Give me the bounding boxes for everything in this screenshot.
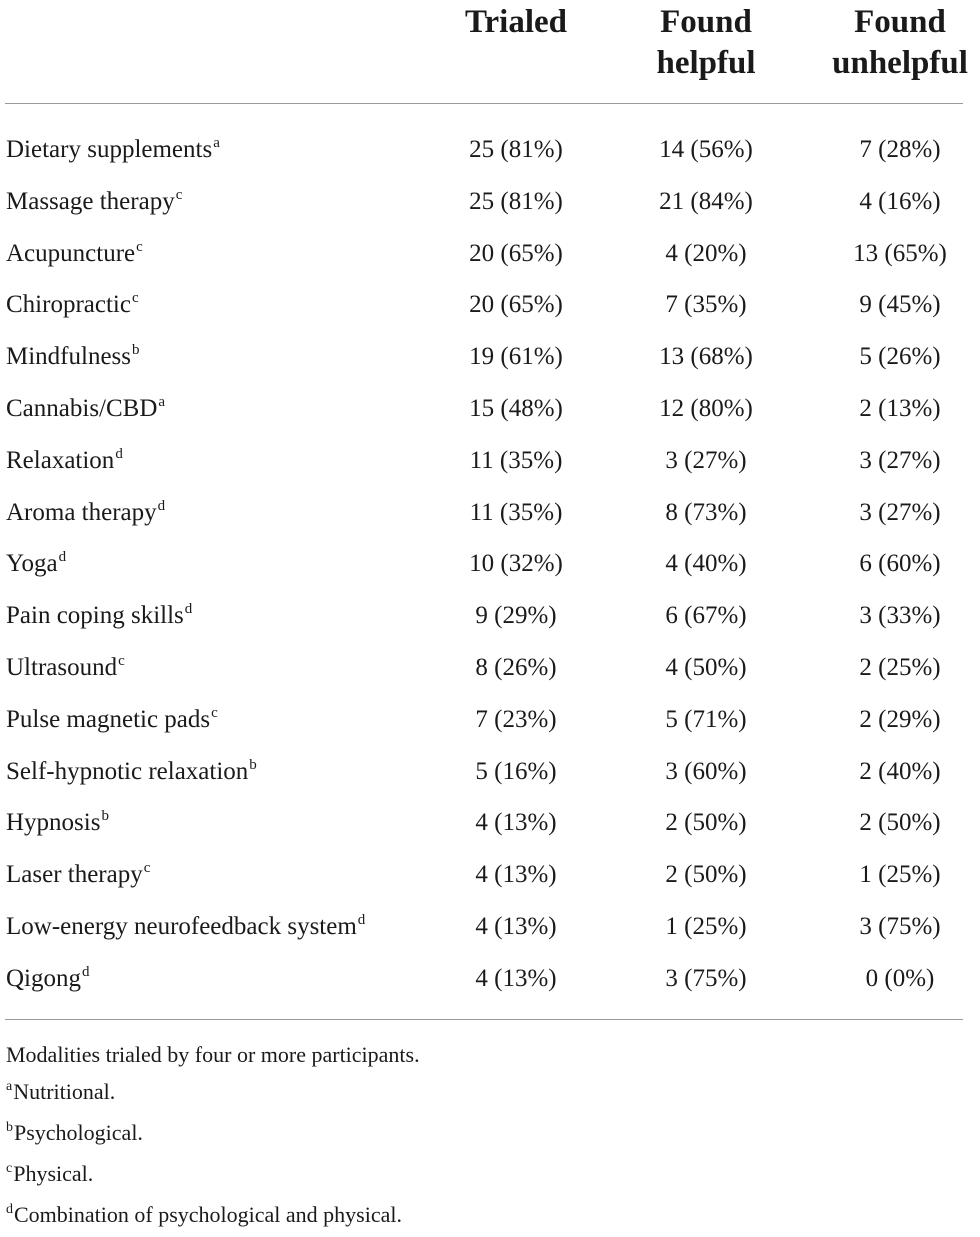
modality-cell: [6, 176, 182, 232]
modality-name: Acupuncture: [6, 239, 136, 267]
found-helpful-cell: 21 (84%): [659, 187, 753, 215]
trialed-cell: 4 (13%): [475, 809, 557, 837]
found-helpful-cell: 2 (50%): [665, 809, 747, 837]
found-helpful-cell: 4 (20%): [665, 239, 747, 267]
footnote-item: [6, 1114, 966, 1155]
found-helpful-cell: 1 (25%): [665, 912, 747, 940]
table-row: [0, 176, 980, 228]
footnote-symbol: c: [6, 1161, 13, 1176]
modality-name: Chiropractic: [6, 291, 131, 319]
trialed-cell: 20 (65%): [469, 239, 563, 267]
found-helpful-cell: 14 (56%): [659, 136, 753, 163]
footnote-marker: d: [58, 549, 67, 566]
modality-cell: [6, 694, 218, 750]
footnote-text: Physical.: [13, 1161, 94, 1186]
found-helpful-cell: 4 (50%): [665, 653, 747, 681]
modality-cell: [6, 590, 192, 646]
modality-cell: [6, 849, 150, 905]
modality-name: Laser therapy: [6, 861, 143, 889]
footnote-marker: b: [249, 756, 257, 773]
footnote-marker: d: [157, 497, 166, 514]
modality-name: Relaxation: [6, 446, 115, 474]
footer-divider: [5, 1019, 963, 1020]
modality-name: Hypnosis: [6, 809, 101, 837]
table-row: [0, 279, 980, 331]
trialed-cell: 5 (16%): [475, 757, 557, 785]
found-helpful-cell: 3 (27%): [665, 446, 747, 474]
footnote-marker: d: [357, 911, 366, 928]
footnote-marker: a: [213, 135, 220, 151]
footnote-item: [6, 1073, 966, 1114]
modality-name: Pulse magnetic pads: [6, 705, 211, 733]
modality-name: Mindfulness: [6, 343, 131, 371]
modality-name: Low-energy neurofeedback system: [6, 912, 357, 940]
modality-name: Dietary supplements: [6, 136, 213, 163]
modality-name: Aroma therapy: [6, 498, 157, 526]
found-unhelpful-cell: 2 (13%): [859, 394, 941, 422]
modality-cell: [6, 279, 139, 335]
found-helpful-cell: 5 (71%): [665, 705, 747, 733]
found-unhelpful-cell: 2 (40%): [859, 757, 941, 785]
trialed-cell: 8 (26%): [475, 653, 557, 681]
modality-cell: [6, 901, 365, 957]
trialed-cell: 4 (13%): [475, 912, 557, 940]
footnote-marker: d: [82, 963, 90, 980]
trialed-cell: 19 (61%): [469, 343, 563, 371]
found-unhelpful-cell: 5 (26%): [859, 343, 941, 371]
table-row: [0, 746, 980, 798]
footnote-text: Psychological.: [14, 1120, 143, 1145]
found-unhelpful-cell: 7 (28%): [859, 136, 941, 163]
trialed-cell: 9 (29%): [475, 602, 557, 630]
footnote-marker: d: [184, 601, 193, 618]
footnote-marker: d: [115, 445, 123, 462]
table-row: [0, 642, 980, 694]
found-unhelpful-cell: 2 (50%): [859, 809, 941, 837]
found-unhelpful-cell: 13 (65%): [853, 239, 947, 267]
modality-cell: [6, 538, 66, 594]
table-footnotes: [6, 1036, 966, 1237]
modality-cell: [6, 435, 123, 491]
trialed-cell: 10 (32%): [469, 550, 563, 578]
found-unhelpful-cell: 9 (45%): [859, 291, 941, 319]
trialed-cell: 11 (35%): [469, 498, 563, 526]
found-helpful-cell: 3 (75%): [665, 964, 747, 992]
modality-name: Ultrasound: [6, 653, 118, 681]
found-unhelpful-cell: 6 (60%): [859, 550, 941, 578]
footnote-text: Combination of psychological and physical.: [14, 1202, 402, 1227]
trialed-cell: 15 (48%): [469, 394, 563, 422]
column-header-found-helpful: Found helpful: [656, 4, 756, 81]
footnote-marker: c: [136, 238, 143, 255]
table-row: [0, 797, 980, 849]
found-unhelpful-cell: 4 (16%): [859, 187, 941, 215]
table-row: [0, 901, 980, 953]
table-row: [0, 538, 980, 590]
found-unhelpful-cell: 2 (29%): [859, 705, 941, 733]
footnote-marker: c: [143, 860, 151, 877]
modality-name: Massage therapy: [6, 187, 175, 215]
footnote-text: Nutritional.: [13, 1079, 116, 1104]
table-row: [0, 694, 980, 746]
found-unhelpful-cell: 3 (75%): [859, 912, 941, 940]
trialed-cell: 4 (13%): [475, 861, 557, 889]
table-row: [0, 228, 980, 280]
found-helpful-cell: 2 (50%): [665, 861, 747, 889]
trialed-cell: 4 (13%): [475, 964, 557, 992]
modality-cell: [6, 642, 125, 698]
modality-name: Qigong: [6, 964, 81, 992]
footnote-marker: c: [175, 186, 183, 203]
trialed-cell: 25 (81%): [469, 187, 563, 215]
column-header-trialed: Trialed: [464, 4, 568, 40]
footnote-marker: c: [131, 290, 139, 307]
found-helpful-cell: 3 (60%): [665, 757, 747, 785]
modality-cell: [6, 487, 165, 543]
trialed-cell: 11 (35%): [469, 446, 563, 474]
table-row: [0, 953, 980, 1005]
footnote-item: [6, 1196, 966, 1237]
table-header: [0, 2, 980, 92]
trialed-cell: 7 (23%): [475, 705, 557, 733]
table-row: [0, 590, 980, 642]
found-helpful-cell: 7 (35%): [665, 291, 747, 319]
modality-cell: [6, 228, 143, 284]
footnote-marker: a: [158, 393, 166, 410]
found-helpful-cell: 4 (40%): [665, 550, 747, 578]
table-row: [0, 124, 980, 176]
footnote-item: [6, 1155, 966, 1196]
table-row: [0, 849, 980, 901]
footnote-marker: b: [101, 808, 109, 825]
modality-cell: [6, 797, 109, 853]
modality-cell: [6, 383, 165, 439]
modality-cell: [6, 331, 140, 387]
table-row: [0, 487, 980, 539]
found-helpful-cell: 8 (73%): [665, 498, 747, 526]
column-header-found-unhelpful: Found unhelpful: [832, 4, 968, 81]
modality-cell: [6, 953, 90, 1009]
table-body: [0, 124, 980, 1005]
found-unhelpful-cell: 3 (27%): [859, 446, 941, 474]
footnote-marker: c: [118, 652, 125, 669]
table-row: [0, 331, 980, 383]
found-helpful-cell: 12 (80%): [659, 394, 753, 422]
modality-name: Cannabis/CBD: [6, 394, 158, 422]
found-unhelpful-cell: 2 (25%): [859, 653, 941, 681]
header-divider: [5, 103, 963, 104]
trialed-cell: 25 (81%): [469, 136, 563, 163]
footnote-symbol: b: [6, 1120, 13, 1135]
found-unhelpful-cell: 3 (33%): [859, 602, 941, 630]
modality-cell: [6, 124, 220, 180]
modality-name: Yoga: [6, 550, 58, 578]
modality-name: Pain coping skills: [6, 602, 184, 630]
footnote-marker: c: [211, 704, 218, 721]
table-row: [0, 383, 980, 435]
found-unhelpful-cell: 1 (25%): [859, 861, 941, 889]
footnote-symbol: d: [6, 1202, 13, 1217]
found-unhelpful-cell: 3 (27%): [859, 498, 941, 526]
footnote-marker: b: [132, 342, 140, 359]
found-helpful-cell: 13 (68%): [659, 343, 753, 371]
modality-cell: [6, 746, 257, 802]
found-helpful-cell: 6 (67%): [665, 602, 747, 630]
footnote-symbol: a: [6, 1079, 13, 1094]
modality-name: Self-hypnotic relaxation: [6, 757, 249, 785]
table-row: [0, 435, 980, 487]
footnote-intro: Modalities trialed by four or more participants.: [6, 1042, 420, 1067]
trialed-cell: 20 (65%): [469, 291, 563, 319]
found-unhelpful-cell: 0 (0%): [865, 964, 935, 992]
